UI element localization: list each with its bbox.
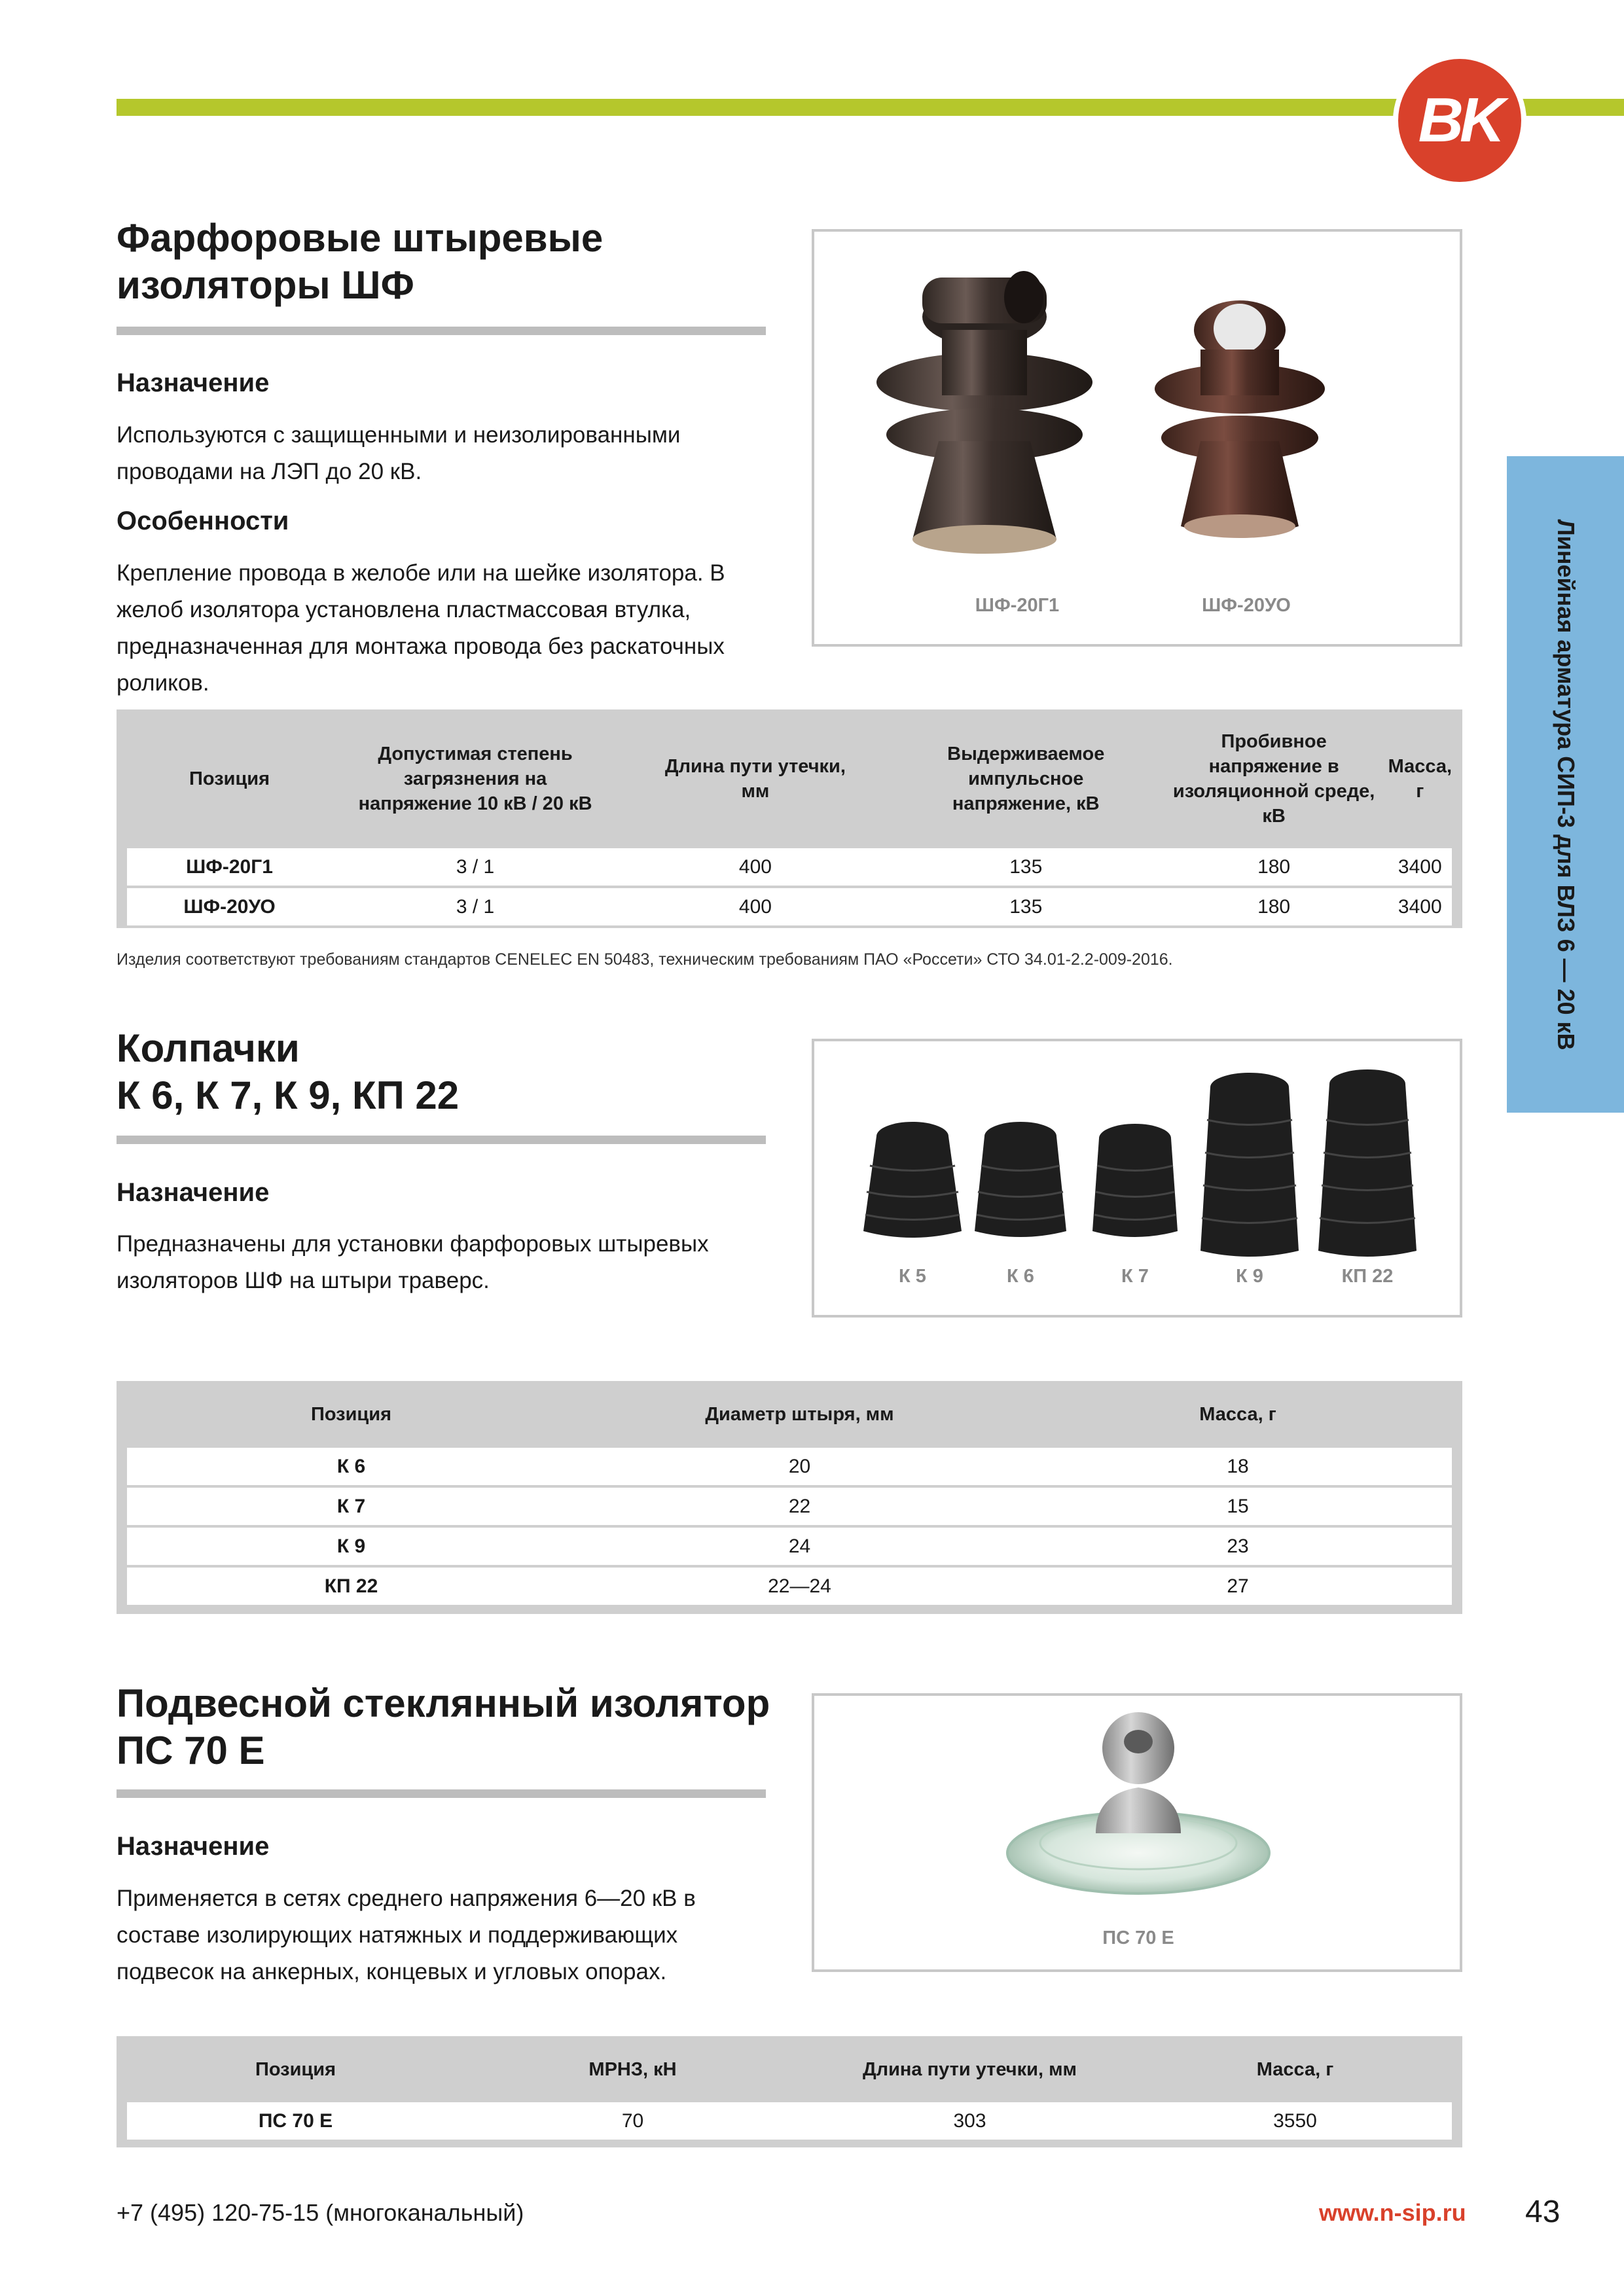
table-row xyxy=(127,1448,1452,1486)
cell: 303 xyxy=(801,2102,1138,2141)
caption-k6: К 6 xyxy=(1007,1266,1034,1287)
cell: К 6 xyxy=(127,1448,575,1486)
porcelain-insulators-image xyxy=(814,232,1460,598)
section1-photo xyxy=(812,229,1462,647)
caption-k9: К 9 xyxy=(1236,1266,1263,1287)
cell: 20 xyxy=(575,1448,1024,1486)
th-position: Позиция xyxy=(255,2058,336,2080)
section3-header xyxy=(117,1680,784,1774)
caption-shf20g1: ШФ-20Г1 xyxy=(975,595,1060,616)
cap-kp22 xyxy=(1318,1069,1416,1257)
cell: 24 xyxy=(575,1526,1024,1566)
section1-features-text: Крепление провода в желобе или на шейке изолятора. В желоб изолятора установлена пластмассовая втулка, предназначенная для монтажа провода без раскаточных роликов. xyxy=(117,560,725,696)
table-row xyxy=(127,2102,1452,2141)
caps-image xyxy=(814,1041,1460,1264)
th-leakage: Длина пути утечки, мм xyxy=(664,756,846,802)
footer-phone: +7 (495) 120-75-15 (многоканальный) xyxy=(117,2199,524,2226)
section1-purpose-text: Используются с защищенными и неизолированными проводами на ЛЭП до 20 кВ. xyxy=(117,422,681,484)
brand-logo xyxy=(1393,54,1526,187)
cell: ШФ-20УО xyxy=(127,887,332,927)
cell: 27 xyxy=(1024,1566,1452,1606)
table-row xyxy=(127,848,1452,887)
section1-title-line1: Фарфоровые штыревые xyxy=(117,216,604,260)
section1-table xyxy=(117,709,1462,928)
section1-title-line2: изоляторы ШФ xyxy=(117,263,414,307)
footer-website-link[interactable]: www.n-sip.ru xyxy=(1319,2199,1466,2226)
cell: 23 xyxy=(1024,1526,1452,1566)
glass-insulator-image xyxy=(814,1696,1460,1905)
cell: К 9 xyxy=(127,1526,575,1566)
cell: 18 xyxy=(1024,1448,1452,1486)
insulator-shf20g1 xyxy=(876,271,1092,554)
caps-group xyxy=(863,1069,1416,1257)
glass-insulator-ps70e xyxy=(1007,1712,1269,1893)
cell: 400 xyxy=(619,848,892,887)
section3-photo xyxy=(812,1693,1462,1972)
page-number: 43 xyxy=(1525,2195,1561,2229)
section3-purpose-heading: Назначение xyxy=(117,1832,270,1861)
section2-title-line1: Колпачки xyxy=(117,1026,300,1070)
section2-photo xyxy=(812,1039,1462,1318)
th-leakage: Длина пути утечки, мм xyxy=(863,2058,1077,2080)
cap-k9 xyxy=(1200,1073,1299,1257)
th-mass: Масса, г xyxy=(1256,2058,1334,2080)
th-mrnz: МРНЗ, кН xyxy=(588,2058,677,2080)
section3-rule xyxy=(117,1789,766,1798)
cell: 400 xyxy=(619,887,892,927)
table-row xyxy=(127,1566,1452,1606)
th-position: Позиция xyxy=(189,768,270,789)
logo-text: BK xyxy=(1418,85,1502,155)
section2-rule xyxy=(117,1136,766,1144)
side-tab xyxy=(1507,456,1624,1113)
section3-title-line2: ПС 70 Е xyxy=(117,1729,265,1772)
caption-ps70e: ПС 70 Е xyxy=(1102,1928,1174,1948)
cell: 135 xyxy=(892,887,1160,927)
cell: 3 / 1 xyxy=(332,887,619,927)
cell: К 7 xyxy=(127,1486,575,1526)
cell: ПС 70 Е xyxy=(127,2102,464,2141)
cell: 22 xyxy=(575,1486,1024,1526)
side-tab-label: Линейная арматура СИП-3 для ВЛЗ 6 — 20 кВ xyxy=(1552,518,1579,1050)
cell: 135 xyxy=(892,848,1160,887)
caption-kp22: КП 22 xyxy=(1341,1266,1394,1287)
cell: 15 xyxy=(1024,1486,1452,1526)
cell: 3 / 1 xyxy=(332,848,619,887)
table-row xyxy=(127,887,1452,927)
th-mass: Масса, г xyxy=(1388,756,1452,802)
cell: 180 xyxy=(1160,887,1388,927)
section2-header xyxy=(117,1025,765,1119)
section1-features-heading: Особенности xyxy=(117,507,289,535)
standards-note: Изделия соответствуют требованиям стандартов CENELEC EN 50483, техническим требованиям ПАО «Россети» СТО 34.01-2.2-009-2016. xyxy=(117,950,1173,969)
section2-purpose-heading: Назначение xyxy=(117,1178,270,1207)
section2-title-line2: К 6, К 7, К 9, КП 22 xyxy=(117,1073,460,1117)
cell: 3400 xyxy=(1388,887,1452,927)
section1-header xyxy=(117,215,765,309)
cell: 70 xyxy=(464,2102,801,2141)
section1-purpose-heading: Назначение xyxy=(117,368,270,397)
section2-table xyxy=(117,1381,1462,1614)
th-impulse: Выдерживаемое импульсное напряжение, кВ xyxy=(947,744,1105,814)
section3-title-line1: Подвесной стеклянный изолятор xyxy=(117,1681,770,1725)
table-row xyxy=(127,1526,1452,1566)
cell: ШФ-20Г1 xyxy=(127,848,332,887)
caption-k5: К 5 xyxy=(899,1266,926,1287)
cell: 180 xyxy=(1160,848,1388,887)
caption-shf20uo: ШФ-20УО xyxy=(1202,595,1291,616)
cell: 3400 xyxy=(1388,848,1452,887)
th-mass: Масса, г xyxy=(1199,1404,1276,1425)
section2-purpose-text: Предназначены для установки фарфоровых штыревых изоляторов ШФ на штыри траверс. xyxy=(117,1231,709,1293)
th-position: Позиция xyxy=(311,1404,391,1425)
section1-rule xyxy=(117,327,766,335)
section3-table xyxy=(117,2036,1462,2147)
section3-purpose-text: Применяется в сетях среднего напряжения 6—20 кВ в составе изолирующих натяжных и поддерживающих подвесок на анкерных, концевых и угловых опорах. xyxy=(117,1886,696,1984)
caption-k7: К 7 xyxy=(1121,1266,1149,1287)
th-pollution: Допустимая степень загрязнения на напряжение 10 кВ / 20 кВ xyxy=(358,744,592,814)
th-breakdown: Пробивное напряжение в изоляционной среде, кВ xyxy=(1172,731,1375,827)
th-pin-diameter: Диаметр штыря, мм xyxy=(705,1404,894,1425)
table-row xyxy=(127,1486,1452,1526)
cell: 22—24 xyxy=(575,1566,1024,1606)
cell: 3550 xyxy=(1138,2102,1452,2141)
cell: КП 22 xyxy=(127,1566,575,1606)
insulator-shf20uo xyxy=(1155,300,1325,538)
